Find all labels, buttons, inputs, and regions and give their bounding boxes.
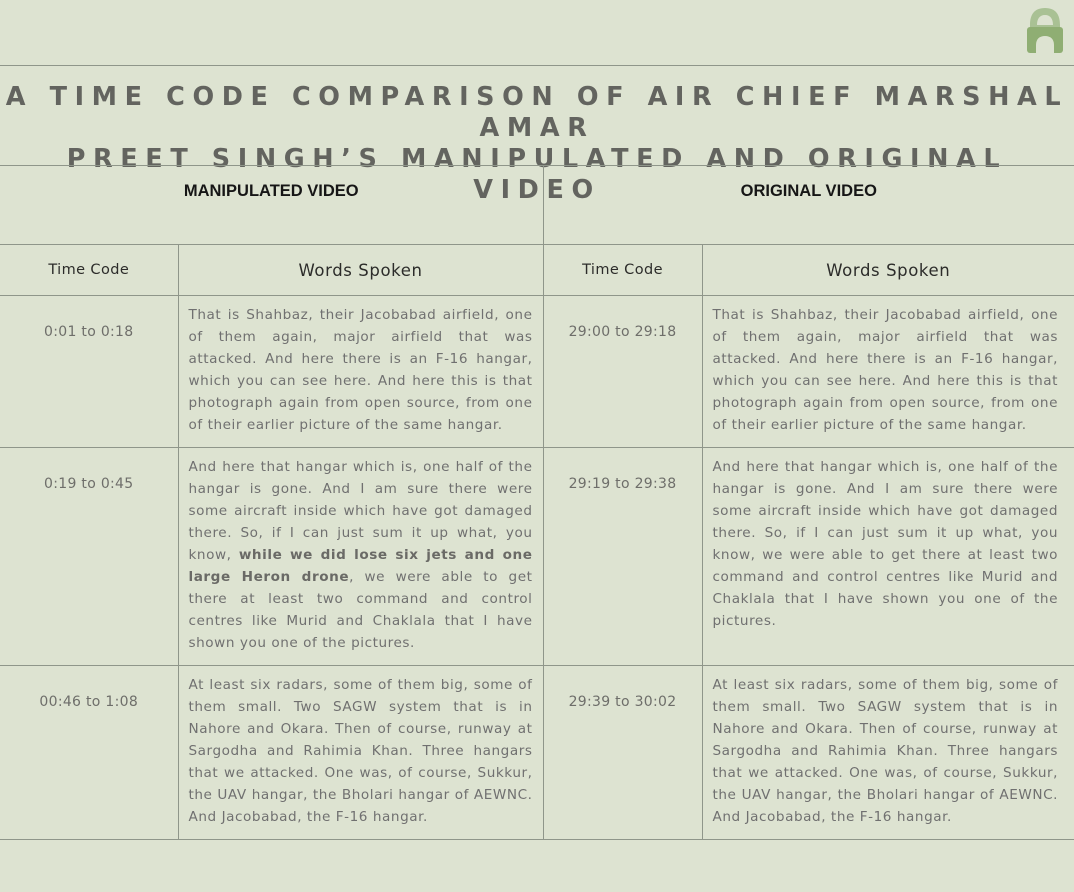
title-line-2: PREET SINGH’S MANIPULATED AND ORIGINAL VIDEO [66, 144, 1008, 205]
comparison-table [0, 165, 1074, 840]
manipulated-time-code: 0:19 to 0:45 [0, 448, 178, 666]
original-video-heading: ORIGINAL VIDEO [543, 166, 1074, 245]
original-time-code-header: Time Code [543, 245, 702, 296]
manipulated-time-code-header: Time Code [0, 245, 178, 296]
manipulated-time-code: 00:46 to 1:08 [0, 666, 178, 840]
original-time-code: 29:19 to 29:38 [543, 448, 702, 666]
section-header-row [0, 166, 1074, 245]
manipulated-time-code: 0:01 to 0:18 [0, 296, 178, 448]
manipulated-inserted-phrase: while we did lose six jets and one large Heron drone [188, 547, 533, 585]
table-row [0, 448, 1074, 666]
manipulated-words: At least six radars, some of them big, some of them small. Two SAGW system that is in Nahore and Okara. Then of course, runway at Sargodha and Rahimia Khan. Three hangars that we attacked. One was, of course, Sukkur, the UAV hangar, the Bholari hangar of AEWNC. And Jacobabad, the F-16 hangar. [178, 666, 543, 840]
table-row [0, 666, 1074, 840]
manipulated-video-heading: MANIPULATED VIDEO [0, 166, 543, 245]
original-time-code: 29:39 to 30:02 [543, 666, 702, 840]
brand-logo-icon [1024, 5, 1066, 55]
top-divider [0, 65, 1074, 66]
manipulated-words: That is Shahbaz, their Jacobabad airfield, one of them again, major airfield that was attacked. And here there is an F-16 hangar, which you can see here. And here this is that photograph again from open source, from one of their earlier picture of the same hangar. [178, 296, 543, 448]
column-header-row [0, 245, 1074, 296]
title-line-1: A TIME CODE COMPARISON OF AIR CHIEF MARSHAL AMAR [5, 82, 1069, 143]
original-time-code: 29:00 to 29:18 [543, 296, 702, 448]
original-words: That is Shahbaz, their Jacobabad airfield, one of them again, major airfield that was attacked. And here there is an F-16 hangar, which you can see here. And here this is that photograph again from open source, from one of their earlier picture of the same hangar. [702, 296, 1074, 448]
original-words-spoken-header: Words Spoken [702, 245, 1074, 296]
manipulated-words: And here that hangar which is, one half of the hangar is gone. And I am sure there were some aircraft inside which have got damaged there. So, if I can just sum it up what, you know, while we did lose six jets and one large Heron drone, we were able to get there at least two command and control centres like Murid and Chaklala that I have shown you one of the pictures. [178, 448, 543, 666]
original-words: And here that hangar which is, one half of the hangar is gone. And I am sure there were some aircraft inside which have got damaged there. So, if I can just sum it up what, you know, we were able to get there at least two command and control centres like Murid and Chaklala that I have shown you one of the pictures. [702, 448, 1074, 666]
original-words: At least six radars, some of them big, some of them small. Two SAGW system that is in Nahore and Okara. Then of course, runway at Sargodha and Rahimia Khan. Three hangars that we attacked. One was, of course, Sukkur, the UAV hangar, the Bholari hangar of AEWNC. And Jacobabad, the F-16 hangar. [702, 666, 1074, 840]
table-row [0, 296, 1074, 448]
manipulated-words-spoken-header: Words Spoken [178, 245, 543, 296]
